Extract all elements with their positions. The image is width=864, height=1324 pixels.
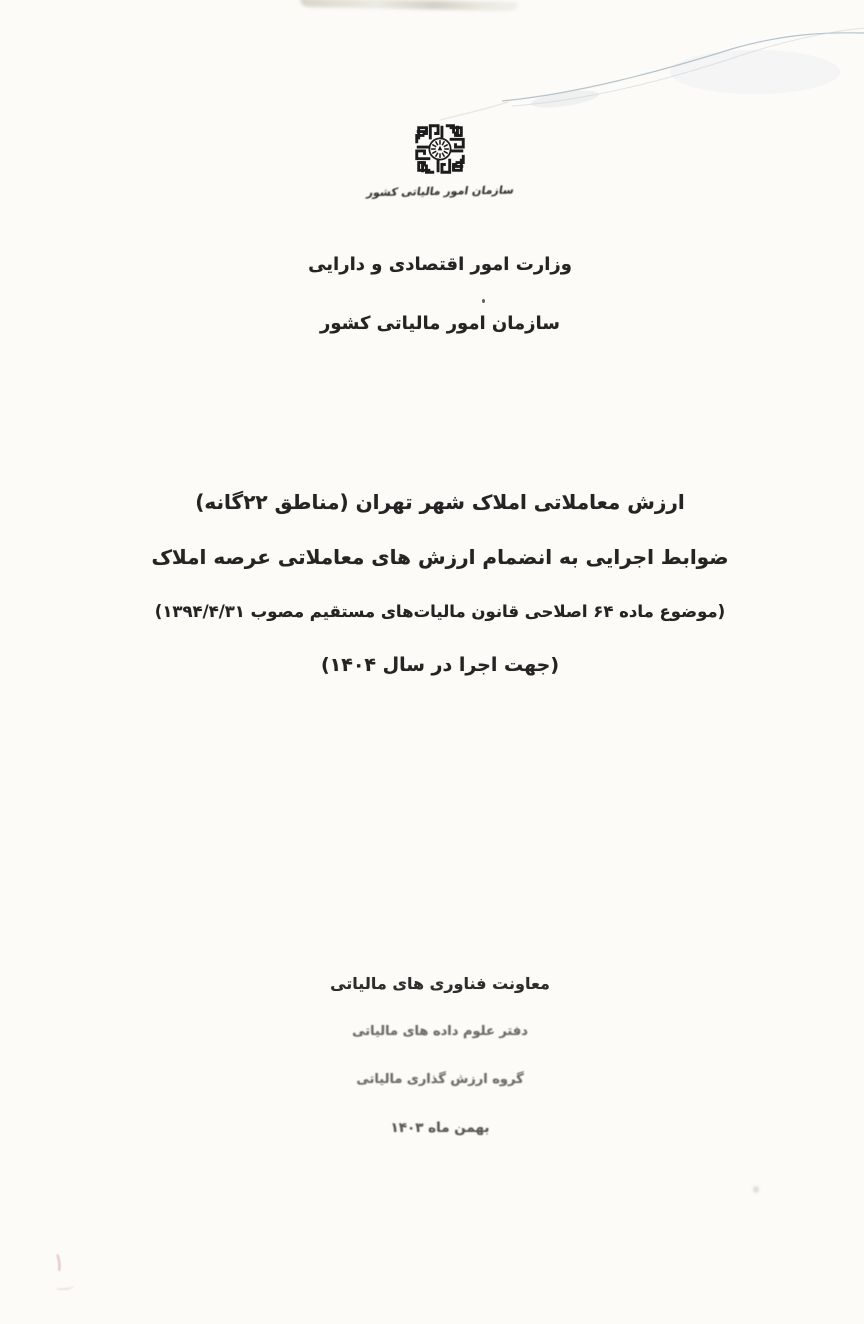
page-content (16, 0, 864, 1324)
stray-dot-mark (482, 299, 485, 303)
legal-reference-line: (موضوع ماده ۶۴ اصلاحی قانون مالیات‌های مستقیم مصوب ۱۳۹۴/۴/۳۱) (154, 602, 726, 621)
office-name: دفتر علوم داده های مالیاتی (352, 1024, 528, 1039)
emblem-calligraphy-caption: سازمان امور مالیاتی کشور (365, 183, 515, 200)
document-title-line-1: ارزش معاملاتی املاک شهر تهران (مناطق ۲۲گانه) (195, 490, 685, 514)
organization-name: سازمان امور مالیاتی کشور (319, 313, 561, 334)
group-name: گروه ارزش گذاری مالیاتی (356, 1072, 524, 1087)
tax-administration-emblem-icon (409, 118, 471, 180)
scan-speck (753, 1186, 759, 1193)
ministry-name: وزارت امور اقتصادی و دارایی (308, 254, 572, 275)
organization-logo-block (16, 118, 864, 198)
publication-date: بهمن ماه ۱۴۰۳ (390, 1120, 490, 1136)
execution-year-line: (جهت اجرا در سال ۱۴۰۴) (320, 654, 560, 676)
deputy-name: معاونت فناوری های مالیاتی (330, 974, 550, 993)
document-title-line-2: ضوابط اجرایی به انضمام ارزش های معاملاتی عرصه املاک (151, 545, 729, 569)
page-number-mark: ۱ (50, 1247, 67, 1279)
